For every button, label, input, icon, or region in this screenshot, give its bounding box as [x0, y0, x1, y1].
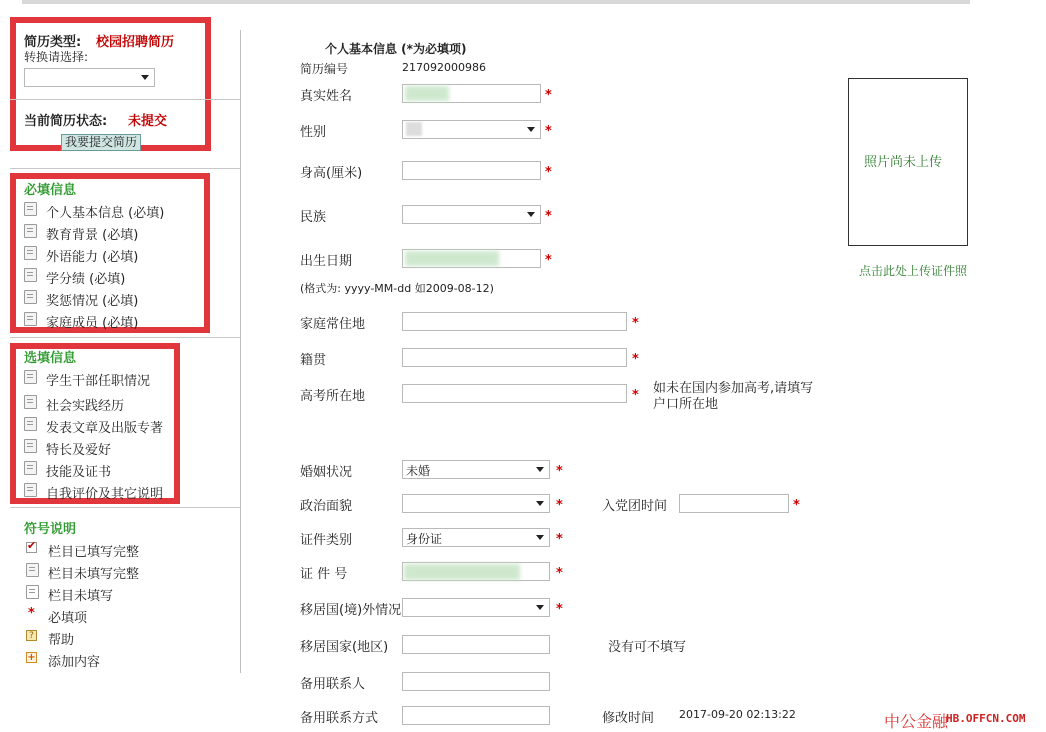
resume-type-select[interactable]: [24, 68, 155, 87]
required-mark: *: [556, 602, 563, 617]
upload-photo-link[interactable]: 点击此处上传证件照: [859, 264, 968, 278]
backup-contact-label: 备用联系人: [300, 677, 366, 692]
sidebar: [0, 0, 242, 728]
status-label: 当前简历状态:: [24, 114, 108, 129]
home-address-label: 家庭常住地: [300, 317, 366, 332]
checked-doc-icon: [26, 542, 37, 553]
political-label: 政治面貌: [300, 499, 353, 514]
birthdate-field[interactable]: [402, 249, 541, 268]
required-mark: *: [545, 88, 552, 103]
doc-icon: [24, 395, 37, 409]
emigration-label: 移居国(境)外情况: [300, 603, 402, 618]
name-field[interactable]: [402, 84, 541, 103]
blank-doc-icon: [26, 585, 39, 599]
required-mark: *: [632, 316, 639, 331]
doc-icon: [24, 312, 37, 326]
id-no-label: 证 件 号: [300, 567, 348, 582]
backup-contact-field[interactable]: [402, 672, 550, 691]
chevron-down-icon: [527, 127, 535, 132]
doc-icon: [24, 202, 37, 216]
chevron-down-icon: [536, 467, 544, 472]
emigration-country-field[interactable]: [402, 635, 550, 654]
ethnicity-label: 民族: [300, 210, 327, 225]
chevron-down-icon: [141, 75, 149, 80]
id-type-label: 证件类别: [300, 533, 353, 548]
doc-icon: [24, 224, 37, 238]
divider: [10, 99, 240, 100]
sidebar-item-label: 奖惩情况 (必填): [46, 294, 139, 309]
required-mark: *: [632, 352, 639, 367]
chevron-down-icon: [536, 501, 544, 506]
party-time-label: 入党团时间: [602, 499, 668, 514]
help-icon: ?: [26, 630, 37, 641]
photo-placeholder-text: 照片尚未上传: [864, 155, 943, 170]
sidebar-item-label: 个人基本信息 (必填): [46, 206, 165, 221]
switch-label: 转换请选择:: [24, 50, 89, 64]
ethnicity-select[interactable]: [402, 205, 541, 224]
sidebar-item-label: 教育背景 (必填): [46, 228, 139, 243]
legend-label: 添加内容: [48, 655, 101, 670]
party-time-field[interactable]: [679, 494, 789, 513]
sidebar-item-label: 社会实践经历: [46, 399, 125, 414]
date-format-hint: (格式为: yyyy-MM-dd 如2009-08-12): [300, 282, 494, 295]
gender-select[interactable]: [402, 120, 541, 139]
gaokao-place-label: 高考所在地: [300, 389, 366, 404]
divider: [10, 168, 240, 169]
photo-placeholder: [848, 78, 968, 246]
marital-select-value: 未婚: [406, 464, 431, 478]
asterisk-icon: *: [28, 606, 35, 621]
birthdate-label: 出生日期: [300, 254, 353, 269]
chevron-down-icon: [527, 212, 535, 217]
status-value: 未提交: [128, 114, 168, 129]
resume-no-value: 217092000986: [402, 61, 486, 74]
legend-label: 帮助: [48, 633, 75, 648]
sidebar-item-label: 学生干部任职情况: [46, 374, 151, 389]
sidebar-divider: [240, 30, 241, 673]
legend-title: 符号说明: [24, 522, 77, 537]
legend-label: 栏目未填写: [48, 589, 114, 604]
resume-type-label: 简历类型:: [24, 35, 82, 50]
watermark-logo: 中公金融: [884, 712, 949, 731]
redacted-value: [405, 86, 449, 101]
required-mark: *: [632, 388, 639, 403]
chevron-down-icon: [536, 605, 544, 610]
gaokao-hint-line2: 户口所在地: [653, 397, 719, 412]
sidebar-item-label: 自我评价及其它说明: [46, 487, 164, 502]
resume-type-value: 校园招聘简历: [96, 35, 175, 50]
redacted-value: [406, 122, 422, 136]
doc-icon: [24, 483, 37, 497]
home-address-field[interactable]: [402, 312, 627, 331]
sidebar-item-label: 外语能力 (必填): [46, 250, 139, 265]
doc-icon: [24, 290, 37, 304]
sidebar-item-label: 特长及爱好: [46, 443, 112, 458]
gaokao-hint-line1: 如未在国内参加高考,请填写: [653, 381, 814, 396]
doc-icon: [24, 417, 37, 431]
gaokao-place-field[interactable]: [402, 384, 627, 403]
required-mark: *: [545, 124, 552, 139]
chevron-down-icon: [536, 535, 544, 540]
required-mark: *: [556, 498, 563, 513]
required-mark: *: [545, 209, 552, 224]
watermark-url: HB.OFFCN.COM: [946, 712, 1026, 725]
required-mark: *: [556, 532, 563, 547]
required-section-title: 必填信息: [24, 183, 77, 198]
id-type-select-value: 身份证: [406, 532, 443, 546]
submit-resume-button[interactable]: 我要提交简历: [61, 134, 141, 151]
required-mark: *: [793, 498, 800, 513]
required-mark: *: [545, 253, 552, 268]
political-select[interactable]: [402, 494, 550, 513]
marital-label: 婚姻状况: [300, 465, 353, 480]
emigration-country-label: 移居国家(地区): [300, 640, 389, 655]
divider: [10, 507, 240, 508]
required-mark: *: [556, 566, 563, 581]
emigration-hint: 没有可不填写: [608, 640, 687, 655]
modified-time-value: 2017-09-20 02:13:22: [679, 708, 796, 721]
resume-no-label: 简历编号: [300, 62, 349, 76]
backup-contact-method-label: 备用联系方式: [300, 711, 379, 726]
sidebar-item-label: 学分绩 (必填): [46, 272, 126, 287]
doc-icon: [24, 246, 37, 260]
id-no-field[interactable]: [402, 562, 550, 581]
doc-icon: [24, 370, 37, 384]
native-place-field[interactable]: [402, 348, 627, 367]
redacted-value: [405, 251, 499, 266]
height-label: 身高(厘米): [300, 166, 363, 181]
id-type-select[interactable]: [402, 528, 550, 547]
required-mark: *: [545, 165, 552, 180]
legend-label: 栏目已填写完整: [48, 545, 140, 560]
emigration-select[interactable]: [402, 598, 550, 617]
sidebar-item-label: 技能及证书: [46, 465, 112, 480]
gender-label: 性别: [300, 125, 327, 140]
modified-time-label: 修改时间: [602, 711, 655, 726]
marital-select[interactable]: [402, 460, 550, 479]
legend-label: 必填项: [48, 611, 88, 626]
doc-icon: [24, 439, 37, 453]
required-mark: *: [556, 464, 563, 479]
doc-icon: [24, 461, 37, 475]
doc-icon: [26, 563, 39, 577]
redacted-value: [404, 564, 520, 580]
height-field[interactable]: [402, 161, 541, 180]
doc-icon: [24, 268, 37, 282]
page-title: 个人基本信息 (*为必填项): [325, 42, 467, 56]
add-icon: +: [27, 652, 36, 663]
legend-label: 栏目未填写完整: [48, 567, 140, 582]
name-label: 真实姓名: [300, 89, 353, 104]
sidebar-item-label: 家庭成员 (必填): [46, 316, 139, 331]
sidebar-item-label: 发表文章及出版专著: [46, 421, 164, 436]
backup-contact-method-field[interactable]: [402, 706, 550, 725]
native-place-label: 籍贯: [300, 353, 327, 368]
divider: [10, 337, 240, 338]
optional-section-title: 选填信息: [24, 351, 77, 366]
